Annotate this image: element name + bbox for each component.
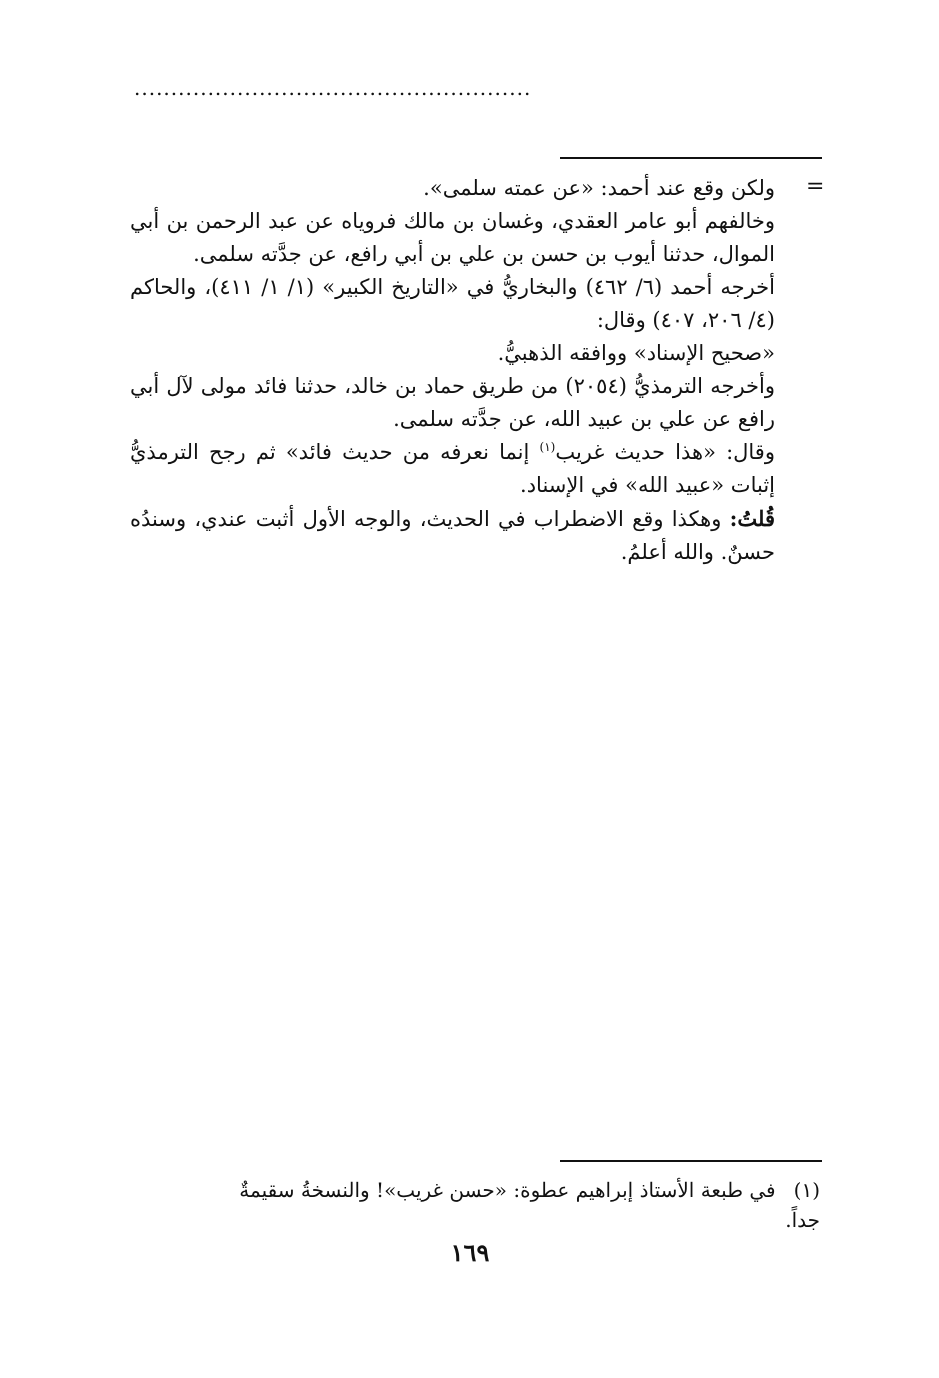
footnote-separator-rule xyxy=(560,1160,822,1162)
quote-part-1: وقال: «هذا حديث غريب xyxy=(555,440,775,464)
continuation-mark: = xyxy=(806,174,825,199)
text-paragraph: وخالفهم أبو عامر العقدي، وغسان بن مالك فروياه عن عبد الرحمن بن أبي الموال، حدثنا أيوب بن حسن بن علي بن أبي رافع، عن جدَّته سلمى. xyxy=(130,209,775,266)
text-paragraph: أخرجه أحمد (٦/ ٤٦٢) والبخاريُّ في «التاريخ الكبير» (١/ ١/ ٤١١)، والحاكم (٤/ ٢٠٦، ٤٠٧) وقال: xyxy=(130,275,775,332)
conclusion-label: قُلتُ: xyxy=(729,506,775,531)
header-dotted-line: ...................................................... xyxy=(134,78,532,98)
top-separator-rule xyxy=(560,157,822,159)
text-paragraph: وأخرجه الترمذيُّ (٢٠٥٤) من طريق حماد بن خالد، حدثنا فائد مولى لآل أبي رافع عن علي بن عبيد الله، عن جدَّته سلمى. xyxy=(130,374,775,431)
page-number: ١٦٩ xyxy=(450,1238,490,1267)
main-text xyxy=(130,172,775,569)
quote-part-2: إنما نعرفه من حديث فائد» ثم رجح الترمذيُّ إثبات «عبيد الله» في الإسناد. xyxy=(130,440,775,497)
footnote-reference[interactable]: (١) xyxy=(539,440,556,454)
footnote-text: في طبعة الأستاذ إبراهيم عطوة: «حسن غريب»! والنسخةُ سقيمةٌ جداً. xyxy=(239,1178,820,1232)
conclusion-paragraph xyxy=(130,502,775,569)
conclusion-text: وهكذا وقع الاضطراب في الحديث، والوجه الأول أثبت عندي، وسندُه حسنٌ. والله أعلمُ. xyxy=(130,507,775,564)
footnote-number: (١) xyxy=(793,1178,820,1202)
tirmidhi-quote-paragraph xyxy=(130,436,775,502)
text-line: «صحيح الإسناد» ووافقه الذهبيُّ. xyxy=(497,341,775,365)
text-line: ولكن وقع عند أحمد: «عن عمته سلمى». xyxy=(423,176,775,200)
footnote xyxy=(200,1175,820,1235)
